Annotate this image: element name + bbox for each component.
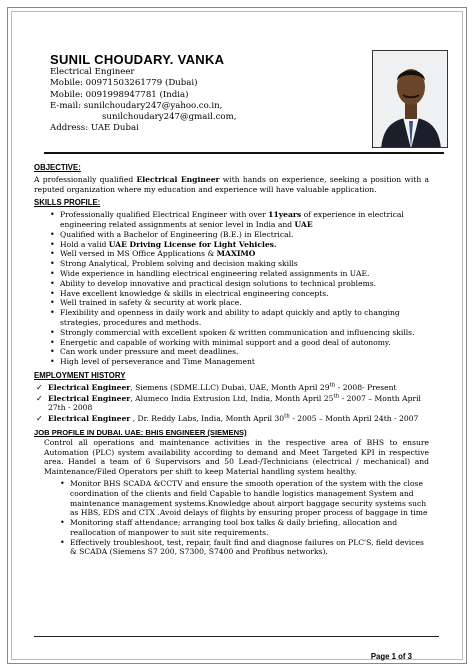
list-item: • Effectively troubleshoot, test, repair, fault find and diagnose failures on PLC'S, field devices & SCADA (Siemens S7 200, S7300, S7400 and Profibus networks).: [70, 538, 429, 558]
person-silhouette-icon: [373, 51, 448, 148]
email-secondary[interactable]: sunilchoudary247@gmail.com,: [102, 112, 237, 123]
resume-body: [34, 159, 429, 557]
list-item: • Well trained in safety & security at work place.: [60, 298, 429, 308]
footer-divider: [34, 636, 439, 637]
list-item: • Strong Analytical, Problem solving and decision making skills: [60, 259, 429, 269]
list-item: • Hold a valid UAE Driving License for Light Vehicles.: [60, 240, 429, 250]
list-item: • Energetic and capable of working with minimal support and a good deal of autonomy.: [60, 338, 429, 348]
list-item: • Monitor BHS SCADA &CCTV and ensure the smooth operation of the system with the close coordination of the clients and field Capable to handle logistics management System and maintenance management systems.Knowledge about airport baggage security systems such as HBS, EDS and CTX .Avoid delays of flights by ensuring proper process of baggage in time: [70, 479, 429, 518]
candidate-name: SUNIL CHOUDARY. VANKA: [50, 52, 225, 67]
mobile-dubai: Mobile: 00971503261779 (Dubai): [50, 78, 198, 89]
employment-item: ✓ Electrical Engineer, Siemens (SDME.LLC) Dubai, UAE, Month April 29th - 2008- Present: [48, 383, 429, 393]
job-title: Electrical Engineer: [50, 67, 135, 78]
list-item: • High level of perseverance and Time Management: [60, 357, 429, 367]
mobile-india: Mobile: 0091998947781 (India): [50, 89, 189, 100]
objective-text: A professionally qualified Electrical Engineer with hands on experience, seeking a position with a reputed organization where my education and experience will have valuable application.: [34, 174, 429, 194]
address: Address: UAE Dubai: [50, 123, 139, 134]
contact-header: [50, 54, 370, 134]
skills-heading: SKILLS PROFILE:: [34, 198, 101, 208]
objective-heading: OBJECTIVE:: [34, 163, 81, 172]
email-primary[interactable]: E-mail: sunilchoudary247@yahoo.co.in,: [50, 100, 223, 111]
list-item: • Qualified with a Bachelor of Engineering (B.E.) in Electrical.: [60, 230, 429, 240]
list-item: • Wide experience in handling electrical engineering related assignments in UAE.: [60, 269, 429, 279]
header-divider: [44, 152, 444, 154]
list-item: • Strongly commercial with excellent spoken & written communication and influencing skills.: [60, 328, 429, 338]
list-item: • Well versed in MS Office Applications & MAXIMO: [60, 249, 429, 259]
list-item: • Monitoring staff attendance; arranging tool box talks & daily briefing, allocation and reallocation of manpower to suit site requirements.: [70, 518, 429, 538]
duties-list: [34, 479, 429, 557]
job-profile-heading: JOB PROFILE IN DUBAI. UAE: BHIS ENGINEER (SIEMENS): [34, 427, 247, 437]
employment-list: [34, 383, 429, 424]
list-item: • Ability to develop innovative and practical design solutions to technical problems.: [60, 279, 429, 289]
employment-item: ✓ Electrical Engineer, Alumeco India Extrusion Ltd, India, Month April 25th - 2007 – Month April 27th - 2008: [48, 394, 429, 414]
list-item: • Have excellent knowledge & skills in electrical engineering concepts.: [60, 289, 429, 299]
employment-heading: EMPLOYMENT HISTORY: [34, 370, 126, 380]
employment-item: ✓ Electrical Engineer , Dr. Reddy Labs, India, Month April 30th - 2005 – Month April 24th - 2007: [48, 414, 429, 424]
profile-photo: [372, 50, 448, 148]
skills-list: [34, 210, 429, 367]
list-item: • Flexibility and openness in daily work and ability to adapt quickly and aptly to changing strategies, procedures and methods.: [60, 308, 429, 328]
list-item: • Professionally qualified Electrical Engineer with over 11years of experience in electrical engineering related assignments at senior level in India and UAE: [60, 210, 429, 230]
list-item: • Can work under pressure and meet deadlines.: [60, 347, 429, 357]
page-number: Page 1 of 3: [370, 652, 412, 661]
job-profile-intro: Control all operations and maintenance activities in the respective area of BHS to ensure Automation (PLC) system availability according to demand and Meet Targeted KPI in respective area. Handel a team of 6 Supervisors and 50 Lead-/Technicians (electrical / mechanical) and Maintenance/Filed Operators per shift to keep Material handling system healthy.: [44, 437, 429, 477]
